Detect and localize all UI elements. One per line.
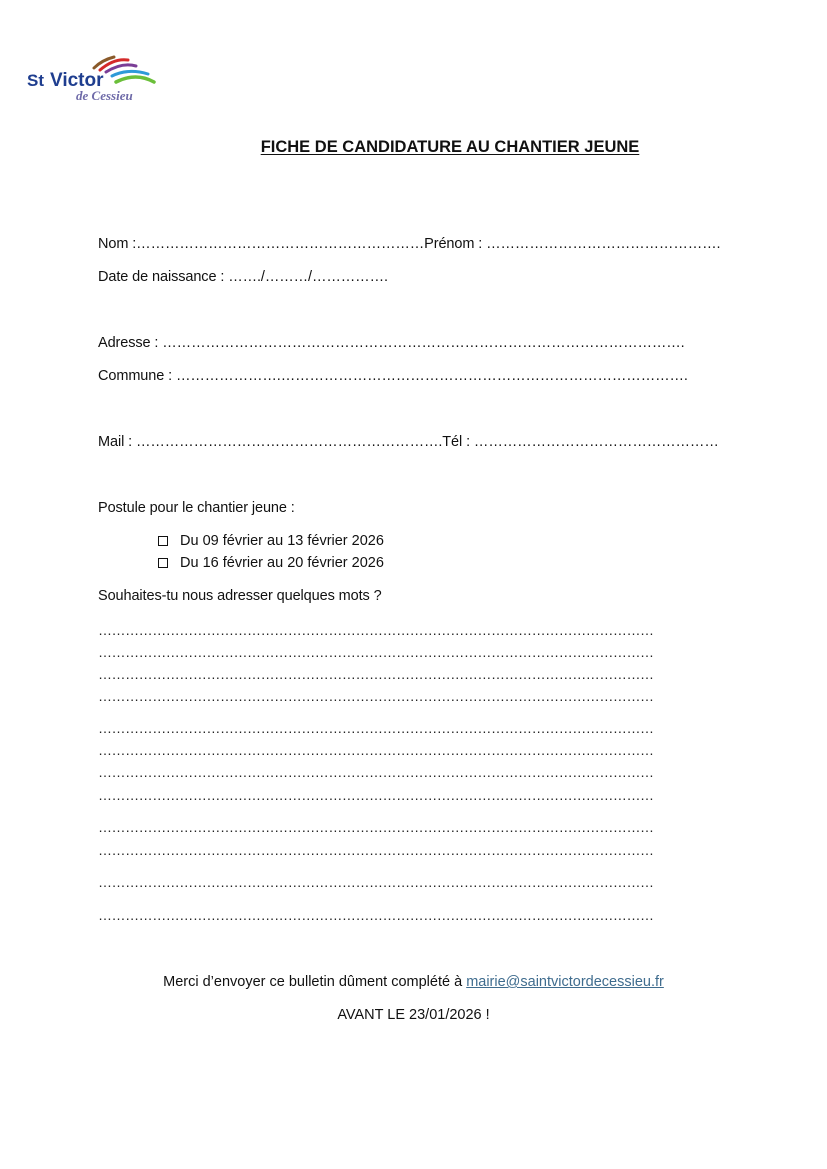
- option-label-1: Du 09 février au 13 février 2026: [180, 533, 384, 549]
- postule-label: Postule pour le chantier jeune :: [98, 500, 295, 516]
- answer-line: ……………………………………………………………………………………………………………: [98, 622, 654, 638]
- page-title: FICHE DE CANDIDATURE AU CHANTIER JEUNE: [260, 138, 640, 156]
- option-row-1[interactable]: [158, 534, 384, 549]
- checkbox-option-2[interactable]: [158, 558, 168, 568]
- answer-line: ……………………………………………………………………………………………………………: [98, 874, 654, 890]
- logo-text-prefix: St: [27, 71, 44, 90]
- question-label: Souhaites-tu nous adresser quelques mots ?: [98, 588, 382, 604]
- field-commune: Commune : ………………….………………………………………………………………………….: [98, 368, 688, 384]
- footer-text: Merci d’envoyer ce bulletin dûment complété à: [163, 974, 467, 990]
- field-nom-prenom: Nom :……………………………………………………Prénom : ………………………………………….: [98, 236, 721, 252]
- field-date-naissance: Date de naissance : ……./………/…………….: [98, 269, 388, 285]
- checkbox-option-1[interactable]: [158, 536, 168, 546]
- st-victor-logo: [24, 52, 164, 106]
- answer-line: ……………………………………………………………………………………………………………: [98, 666, 654, 682]
- answer-line: ……………………………………………………………………………………………………………: [98, 720, 654, 736]
- email-link[interactable]: mairie@saintvictordecessieu.fr: [466, 974, 664, 990]
- field-mail-tel: Mail : ……………………………………………………….Tél : ……………………………………………: [98, 434, 719, 450]
- answer-line: ……………………………………………………………………………………………………………: [98, 819, 654, 835]
- answer-line: ……………………………………………………………………………………………………………: [98, 688, 654, 704]
- option-row-2[interactable]: [158, 556, 384, 571]
- option-label-2: Du 16 février au 20 février 2026: [180, 555, 384, 571]
- answer-line: ……………………………………………………………………………………………………………: [98, 742, 654, 758]
- answer-line: ……………………………………………………………………………………………………………: [98, 787, 654, 803]
- field-adresse: Adresse : ……………………………………………………………………………………………….: [98, 335, 685, 351]
- footer-instruction: [0, 975, 827, 990]
- answer-line: ……………………………………………………………………………………………………………: [98, 842, 654, 858]
- deadline-text: AVANT LE 23/01/2026 !: [337, 1007, 490, 1023]
- answer-line: ……………………………………………………………………………………………………………: [98, 907, 654, 923]
- answer-line: ……………………………………………………………………………………………………………: [98, 764, 654, 780]
- logo-text-sub: de Cessieu: [76, 88, 133, 103]
- answer-line: ……………………………………………………………………………………………………………: [98, 644, 654, 660]
- logo-text-main: Victor: [50, 70, 104, 91]
